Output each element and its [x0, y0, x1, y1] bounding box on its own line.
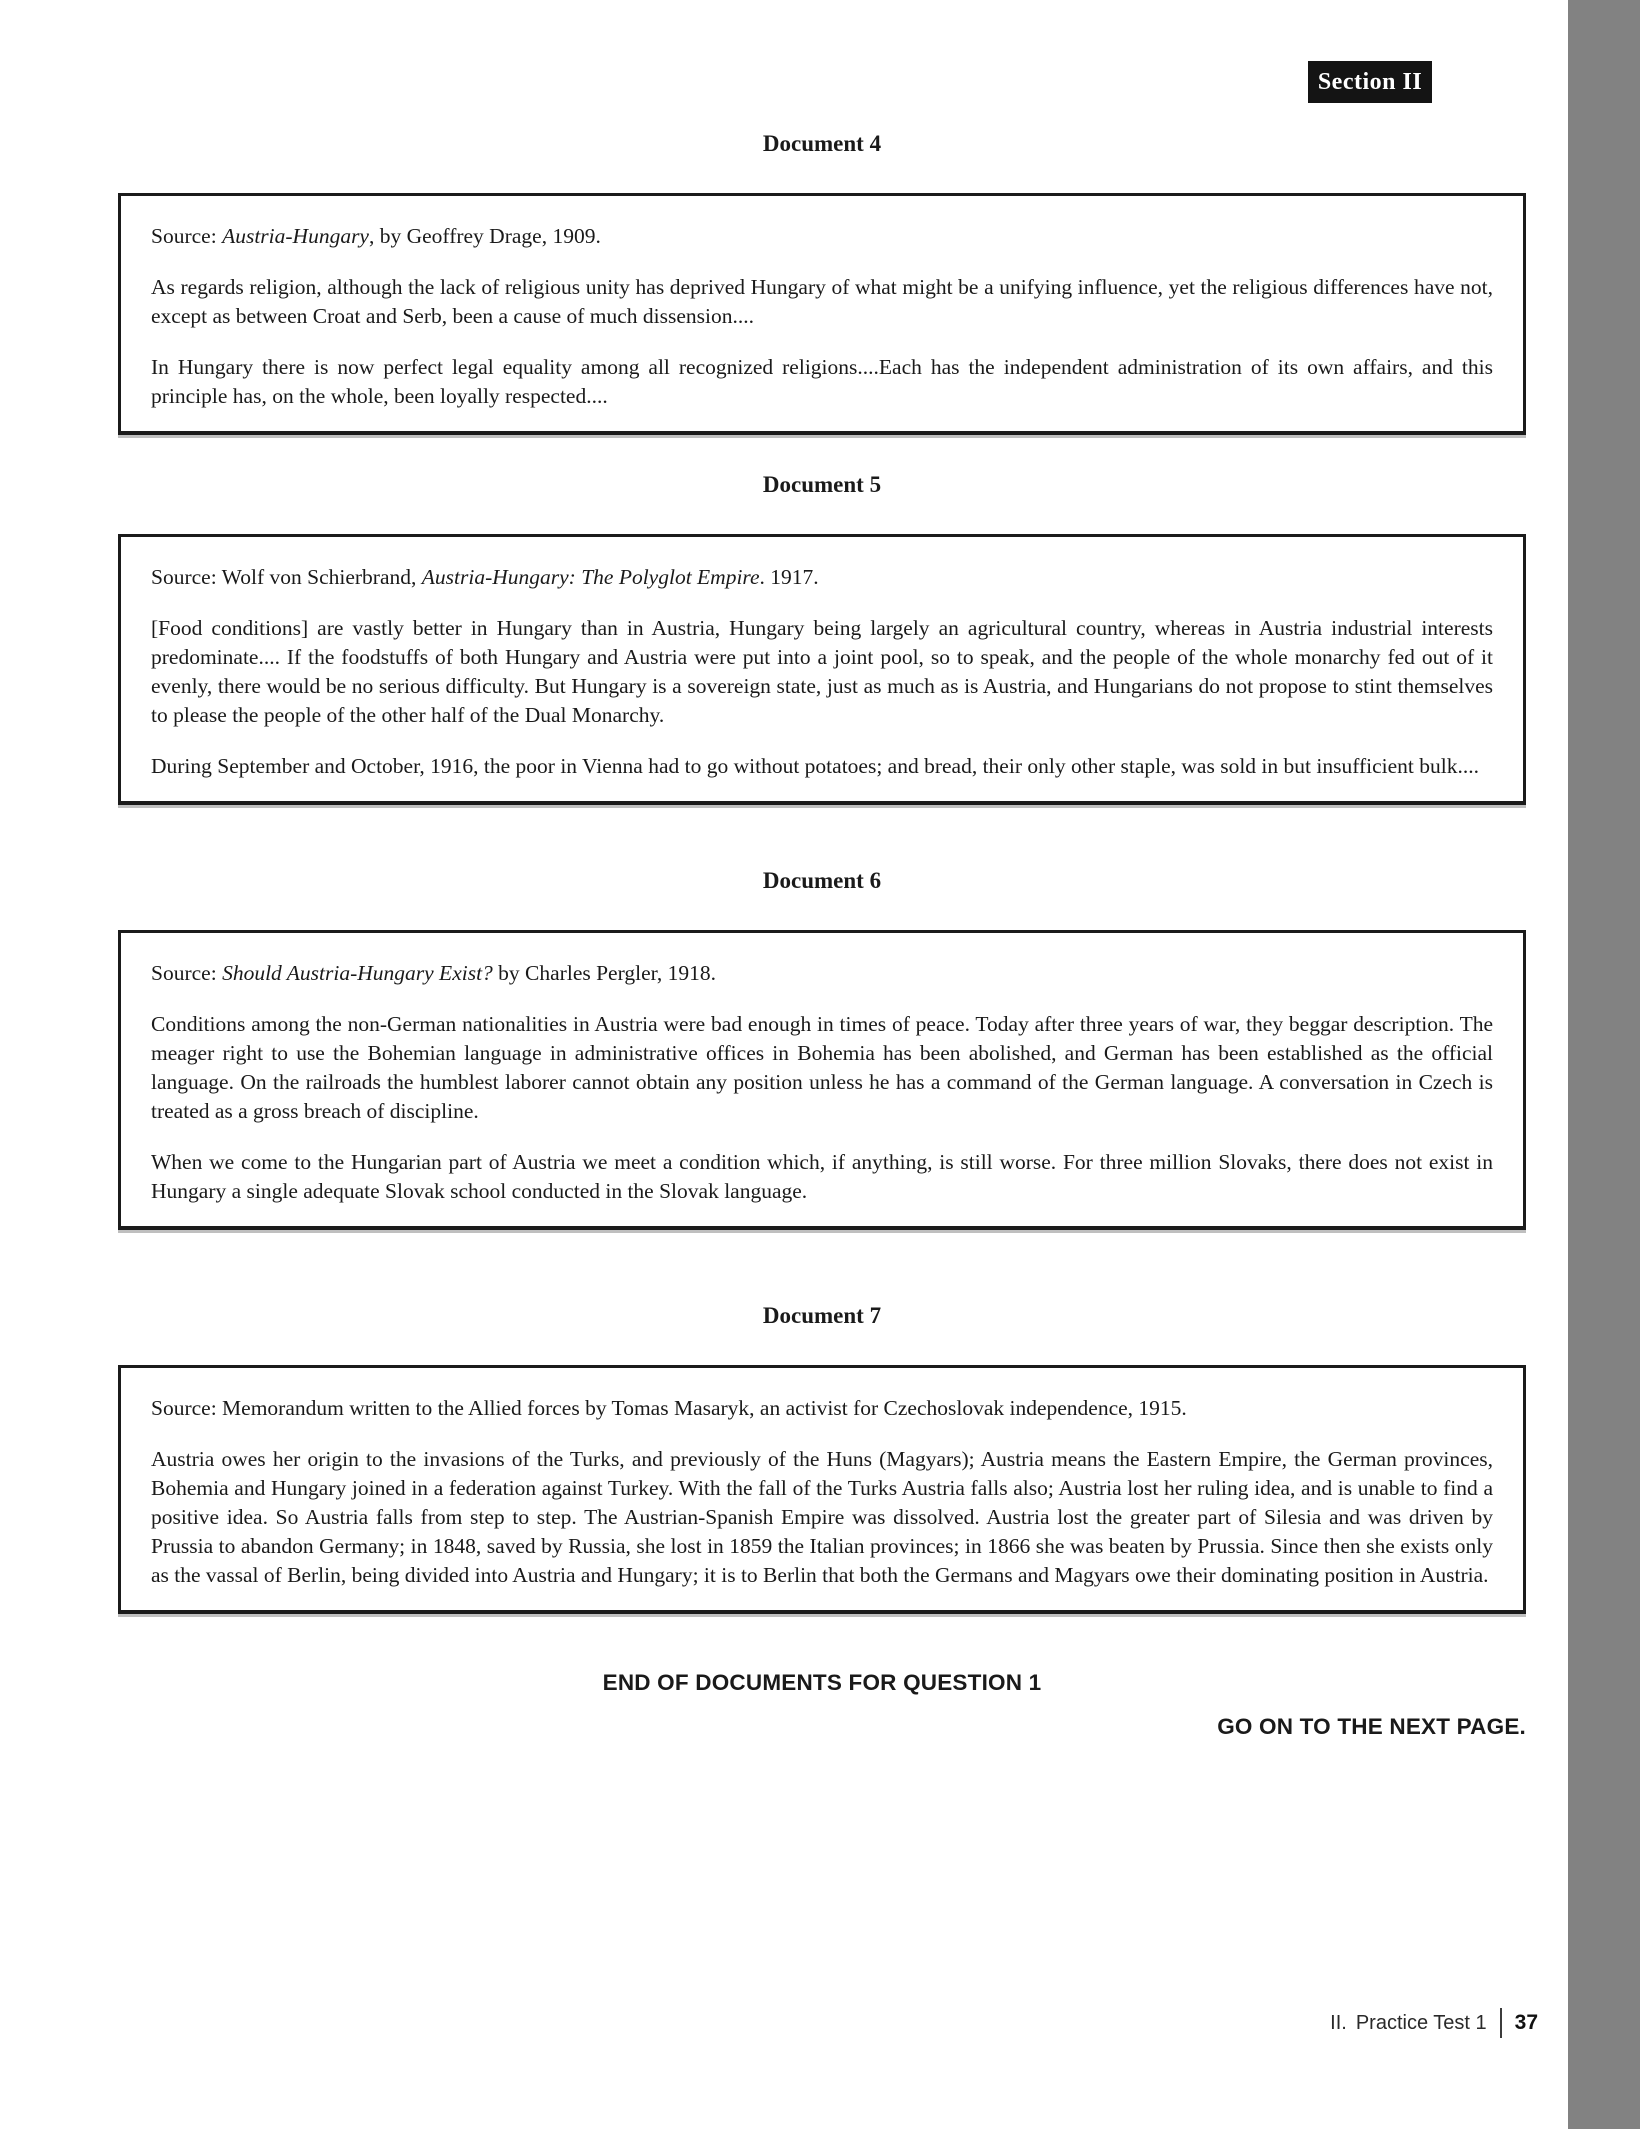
document-6-section: [118, 867, 1526, 1230]
document-4-heading: Document 4: [762, 131, 882, 156]
source-suffix: . 1917.: [759, 565, 819, 589]
paragraph: Austria owes her origin to the invasions of the Turks, and previously of the Huns (Magyars); Austria means the Eastern Empire, the German provinces, Bohemia and Hungary joined in a federation against Turkey. With the fall of the Turks Austria falls also; Austria lost her ruling idea, and is unable to find a positive idea. So Austria falls from step to step. The Austrian-Spanish Empire was dissolved. Austria lost the greater part of Silesia and was driven by Prussia to abandon Germany; in 1848, saved by Russia, she lost in 1859 the Italian provinces; in 1866 she was beaten by Prussia. Since then she exists only as the vassal of Berlin, being divided into Austria and Hungary; it is to Berlin that both the Germans and Magyars owe their dominating position in Austria.: [151, 1447, 1493, 1587]
document-7-source: [151, 1394, 1493, 1423]
source-prefix: Source:: [151, 961, 223, 985]
page-footer: [1330, 2008, 1538, 2038]
paragraph: [Food conditions] are vastly better in Hungary than in Austria, Hungary being largely an agricultural country, whereas in Austria industrial interests predominate.... If the foodstuffs of both Hungary and Austria were put into a joint pool, so to speak, and the people of the whole monarchy fed out of it evenly, there would be no serious difficulty. But Hungary is a sovereign state, just as much as is Austria, and Hungarians do not propose to stint themselves to please the people of the other half of the Dual Monarchy.: [151, 616, 1493, 727]
section-badge: [1308, 61, 1432, 103]
paragraph: During September and October, 1916, the poor in Vienna had to go without potatoes; and bread, their only other staple, was sold in but insufficient bulk....: [151, 754, 1480, 778]
paragraph: As regards religion, although the lack of religious unity has deprived Hungary of what might be a unifying influence, yet the religious differences have not, except as between Croat and Serb, been a cause of much dissension....: [151, 275, 1493, 328]
go-on-note: GO ON TO THE NEXT PAGE.: [1217, 1714, 1526, 1739]
document-4-source: [151, 222, 1493, 251]
source-suffix: by Charles Pergler, 1918.: [492, 961, 717, 985]
footer-divider: [1500, 2008, 1502, 2038]
source-prefix: Source: Memorandum written to the Allied forces by Tomas Masaryk, an activist for Czechoslovak independence, 1915.: [151, 1396, 1187, 1420]
paragraph: Conditions among the non-German nationalities in Austria were bad enough in times of peace. Today after three years of war, they beggar description. The meager right to use the Bohemian language in administrative offices in Bohemia has been abolished, and German has been established as the official language. On the railroads the humblest laborer cannot obtain any position unless he has a command of the German language. A conversation in Czech is treated as a gross breach of discipline.: [151, 1012, 1493, 1123]
page-number: 37: [1514, 2011, 1538, 2034]
document-5-source: [151, 563, 1493, 592]
source-prefix: Source: Wolf von Schierbrand,: [151, 565, 422, 589]
source-title: Austria-Hungary: The Polyglot Empire: [421, 565, 760, 589]
content-column: [118, 130, 1526, 1740]
source-title: Should Austria-Hungary Exist?: [222, 961, 493, 985]
document-6-box: [118, 930, 1526, 1230]
section-badge-label: Section II: [1317, 68, 1423, 95]
source-suffix: , by Geoffrey Drage, 1909.: [368, 224, 601, 248]
source-prefix: Source:: [151, 224, 223, 248]
document-4-section: [118, 130, 1526, 435]
document-6-source: [151, 959, 1493, 988]
end-of-documents-note: END OF DOCUMENTS FOR QUESTION 1: [602, 1670, 1042, 1695]
document-4-box: [118, 193, 1526, 435]
footer-title: Practice Test 1: [1355, 2011, 1487, 2034]
document-5-heading: Document 5: [762, 472, 882, 497]
paragraph: In Hungary there is now perfect legal equality among all recognized religions....Each has the independent administration of its own affairs, and this principle has, on the whole, been loyally respected....: [151, 355, 1493, 408]
document-7-box: [118, 1365, 1526, 1614]
source-title: Austria-Hungary: [222, 224, 369, 248]
document-7-section: [118, 1302, 1526, 1614]
paragraph: When we come to the Hungarian part of Austria we meet a condition which, if anything, is still worse. For three million Slovaks, there does not exist in Hungary a single adequate Slovak school conducted in the Slovak language.: [151, 1150, 1493, 1203]
document-5-box: [118, 534, 1526, 805]
footer-section-label: II.: [1330, 2011, 1347, 2034]
document-5-section: [118, 471, 1526, 805]
document-7-heading: Document 7: [762, 1303, 882, 1328]
document-6-heading: Document 6: [762, 868, 882, 893]
right-edge-bar: [1568, 0, 1640, 2129]
